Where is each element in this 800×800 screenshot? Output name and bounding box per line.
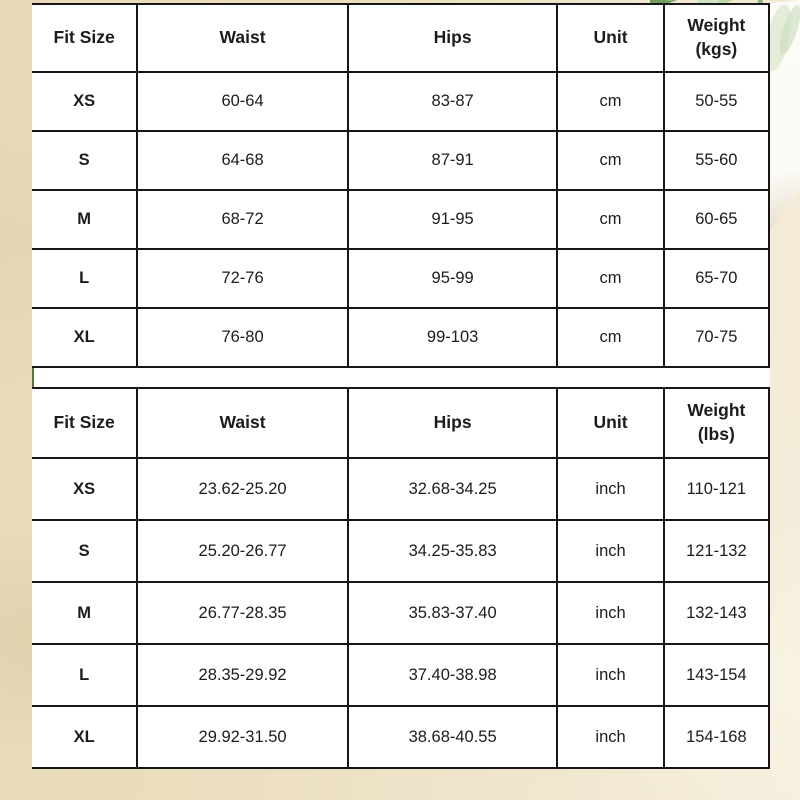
header-unit: Unit	[557, 4, 663, 72]
cell-unit: inch	[557, 458, 663, 520]
cell-waist: 64-68	[137, 131, 348, 190]
header-row	[32, 388, 769, 458]
table-row	[32, 458, 769, 520]
cell-unit: cm	[557, 131, 663, 190]
size-chart-table-inch	[32, 387, 770, 769]
cell-waist: 29.92-31.50	[137, 706, 348, 768]
header-hips: Hips	[348, 388, 558, 458]
cell-size: XL	[32, 706, 137, 768]
cell-hips: 83-87	[348, 72, 558, 131]
cell-weight: 154-168	[664, 706, 769, 768]
table-row	[32, 520, 769, 582]
cell-weight: 143-154	[664, 644, 769, 706]
cell-size: XL	[32, 308, 137, 367]
table-row	[32, 644, 769, 706]
cell-unit: inch	[557, 520, 663, 582]
size-chart-sheet	[32, 3, 770, 769]
table-row	[32, 72, 769, 131]
cell-hips: 95-99	[348, 249, 558, 308]
cell-size: L	[32, 249, 137, 308]
cell-waist: 72-76	[137, 249, 348, 308]
header-weight: Weight (kgs)	[664, 4, 769, 72]
cell-size: XS	[32, 458, 137, 520]
header-waist: Waist	[137, 4, 348, 72]
size-chart-table-cm	[32, 3, 770, 368]
table-row	[32, 582, 769, 644]
header-waist: Waist	[137, 388, 348, 458]
cell-weight: 65-70	[664, 249, 769, 308]
header-fit-size: Fit Size	[32, 4, 137, 72]
cell-size: XS	[32, 72, 137, 131]
header-unit: Unit	[557, 388, 663, 458]
table-row	[32, 131, 769, 190]
cell-size: S	[32, 131, 137, 190]
cell-waist: 76-80	[137, 308, 348, 367]
cell-unit: inch	[557, 706, 663, 768]
table-divider-band	[32, 368, 770, 387]
cell-size: M	[32, 582, 137, 644]
cell-waist: 68-72	[137, 190, 348, 249]
table-row	[32, 706, 769, 768]
header-weight: Weight (lbs)	[664, 388, 769, 458]
cell-unit: inch	[557, 582, 663, 644]
cell-hips: 91-95	[348, 190, 558, 249]
table-row	[32, 308, 769, 367]
cell-hips: 99-103	[348, 308, 558, 367]
cell-weight: 121-132	[664, 520, 769, 582]
cell-unit: cm	[557, 72, 663, 131]
table-row	[32, 249, 769, 308]
header-hips: Hips	[348, 4, 558, 72]
cell-weight: 110-121	[664, 458, 769, 520]
cell-hips: 32.68-34.25	[348, 458, 558, 520]
cell-hips: 37.40-38.98	[348, 644, 558, 706]
cell-waist: 28.35-29.92	[137, 644, 348, 706]
cell-weight: 60-65	[664, 190, 769, 249]
cell-hips: 35.83-37.40	[348, 582, 558, 644]
cell-weight: 50-55	[664, 72, 769, 131]
cell-hips: 38.68-40.55	[348, 706, 558, 768]
cell-weight: 55-60	[664, 131, 769, 190]
cell-waist: 25.20-26.77	[137, 520, 348, 582]
cell-size: L	[32, 644, 137, 706]
header-fit-size: Fit Size	[32, 388, 137, 458]
cell-unit: inch	[557, 644, 663, 706]
cell-waist: 26.77-28.35	[137, 582, 348, 644]
cell-hips: 87-91	[348, 131, 558, 190]
cell-size: M	[32, 190, 137, 249]
cell-unit: cm	[557, 308, 663, 367]
cell-unit: cm	[557, 190, 663, 249]
cell-waist: 23.62-25.20	[137, 458, 348, 520]
table-row	[32, 190, 769, 249]
header-row	[32, 4, 769, 72]
cell-size: S	[32, 520, 137, 582]
cell-weight: 132-143	[664, 582, 769, 644]
cell-unit: cm	[557, 249, 663, 308]
cell-weight: 70-75	[664, 308, 769, 367]
cell-waist: 60-64	[137, 72, 348, 131]
cell-hips: 34.25-35.83	[348, 520, 558, 582]
